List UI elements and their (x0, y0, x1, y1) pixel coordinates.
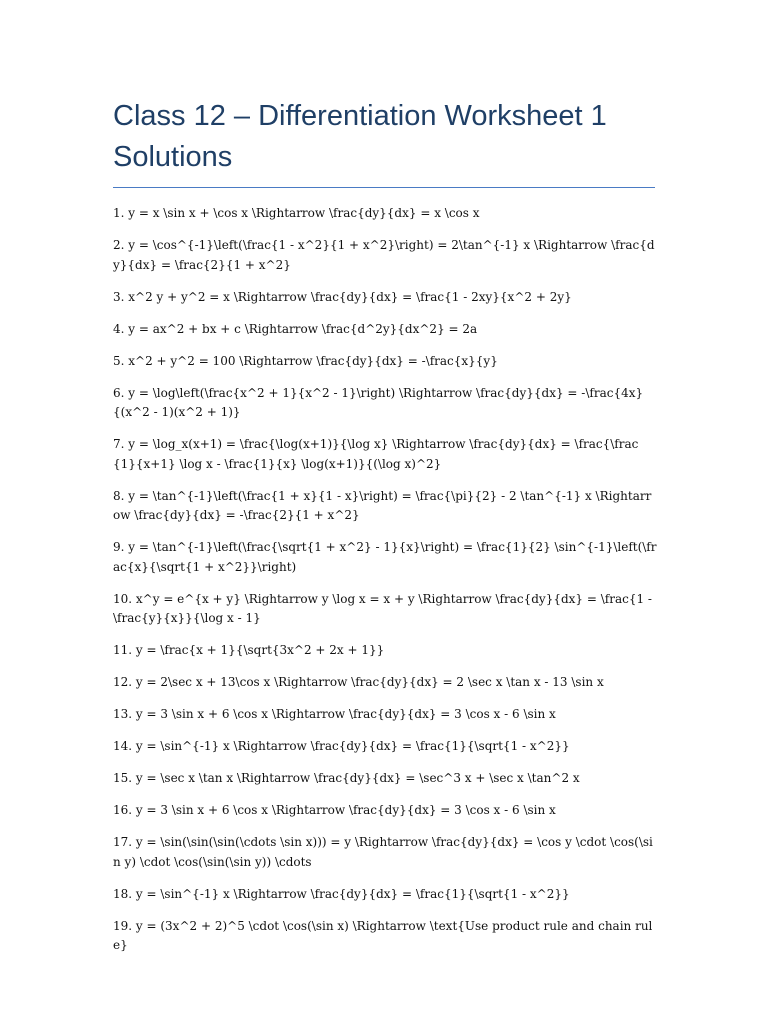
solution-item-17: 17. y = \sin(\sin(\sin(\cdots \sin x))) = y \Rightarrow \frac{dy}{dx} = \cos y \cdot \cos(\sin y) \cdot \cos(\sin(\sin y)) \cdots (113, 835, 653, 869)
title-underline (113, 187, 655, 188)
solution-item-15: 15. y = \sec x \tan x \Rightarrow \frac{dy}{dx} = \sec^3 x + \sec x \tan^2 x (113, 771, 580, 785)
document-title: Class 12 – Differentiation Worksheet 1 Solutions (113, 100, 607, 173)
solution-item-9: 9. y = \tan^{-1}\left(\frac{\sqrt{1 + x^2} - 1}{x}\right) = \frac{1}{2} \sin^{-1}\left(\frac{x}{\sqrt{1 + x^2}}\right) (113, 540, 657, 574)
solution-item-19: 19. y = (3x^2 + 2)^5 \cdot \cos(\sin x) \Rightarrow \text{Use product rule and chain rule} (113, 918, 653, 952)
solution-item-2: 2. y = \cos^{-1}\left(\frac{1 - x^2}{1 + x^2}\right) = 2\tan^{-1} x \Rightarrow \frac{dy}{dx} = \frac{2}{1 + x^2} (113, 238, 655, 272)
solution-item-4: 4. y = ax^2 + bx + c \Rightarrow \frac{d^2y}{dx^2} = 2a (113, 321, 478, 336)
solution-item-13: 13. y = 3 \sin x + 6 \cos x \Rightarrow \frac{dy}{dx} = 3 \cos x - 6 \sin x (113, 707, 556, 721)
solution-item-14: 14. y = \sin^{-1} x \Rightarrow \frac{dy}{dx} = \frac{1}{\sqrt{1 - x^2}} (113, 739, 570, 753)
solution-item-18: 18. y = \sin^{-1} x \Rightarrow \frac{dy}{dx} = \frac{1}{\sqrt{1 - x^2}} (113, 886, 570, 901)
solution-item-6: 6. y = \log\left(\frac{x^2 + 1}{x^2 - 1}\right) \Rightarrow \frac{dy}{dx} = -\frac{4x}{(x^2 - 1)(x^2 + 1)} (113, 385, 644, 419)
solution-item-1: 1. y = x \sin x + \cos x \Rightarrow \frac{dy}{dx} = x \cos x (113, 206, 480, 220)
solution-item-7: 7. y = \log_x(x+1) = \frac{\log(x+1)}{\log x} \Rightarrow \frac{dy}{dx} = \frac{\frac{1}{x+1} \log x - \frac{1}{x} \log(x+1)}{(\log x)^2} (113, 437, 639, 471)
document-page (113, 0, 658, 968)
solution-item-5: 5. x^2 + y^2 = 100 \Rightarrow \frac{dy}{dx} = -\frac{x}{y} (113, 353, 498, 368)
solutions-list (113, 204, 658, 956)
solution-item-12: 12. y = 2\sec x + 13\cos x \Rightarrow \frac{dy}{dx} = 2 \sec x \tan x - 13 \sin x (113, 675, 604, 689)
solution-item-16: 16. y = 3 \sin x + 6 \cos x \Rightarrow \frac{dy}{dx} = 3 \cos x - 6 \sin x (113, 803, 556, 817)
solution-item-8: 8. y = \tan^{-1}\left(\frac{1 + x}{1 - x}\right) = \frac{\pi}{2} - 2 \tan^{-1} x \Rightarrow \frac{dy}{dx} = -\frac{2}{1 + x^2} (113, 488, 652, 522)
solution-item-11: 11. y = \frac{x + 1}{\sqrt{3x^2 + 2x + 1}} (113, 643, 385, 657)
solution-item-3: 3. x^2 y + y^2 = x \Rightarrow \frac{dy}{dx} = \frac{1 - 2xy}{x^2 + 2y} (113, 289, 572, 304)
solution-item-10: 10. x^y = e^{x + y} \Rightarrow y \log x = x + y \Rightarrow \frac{dy}{dx} = \frac{1 - \frac{y}{x}}{\log x - 1} (113, 591, 652, 625)
